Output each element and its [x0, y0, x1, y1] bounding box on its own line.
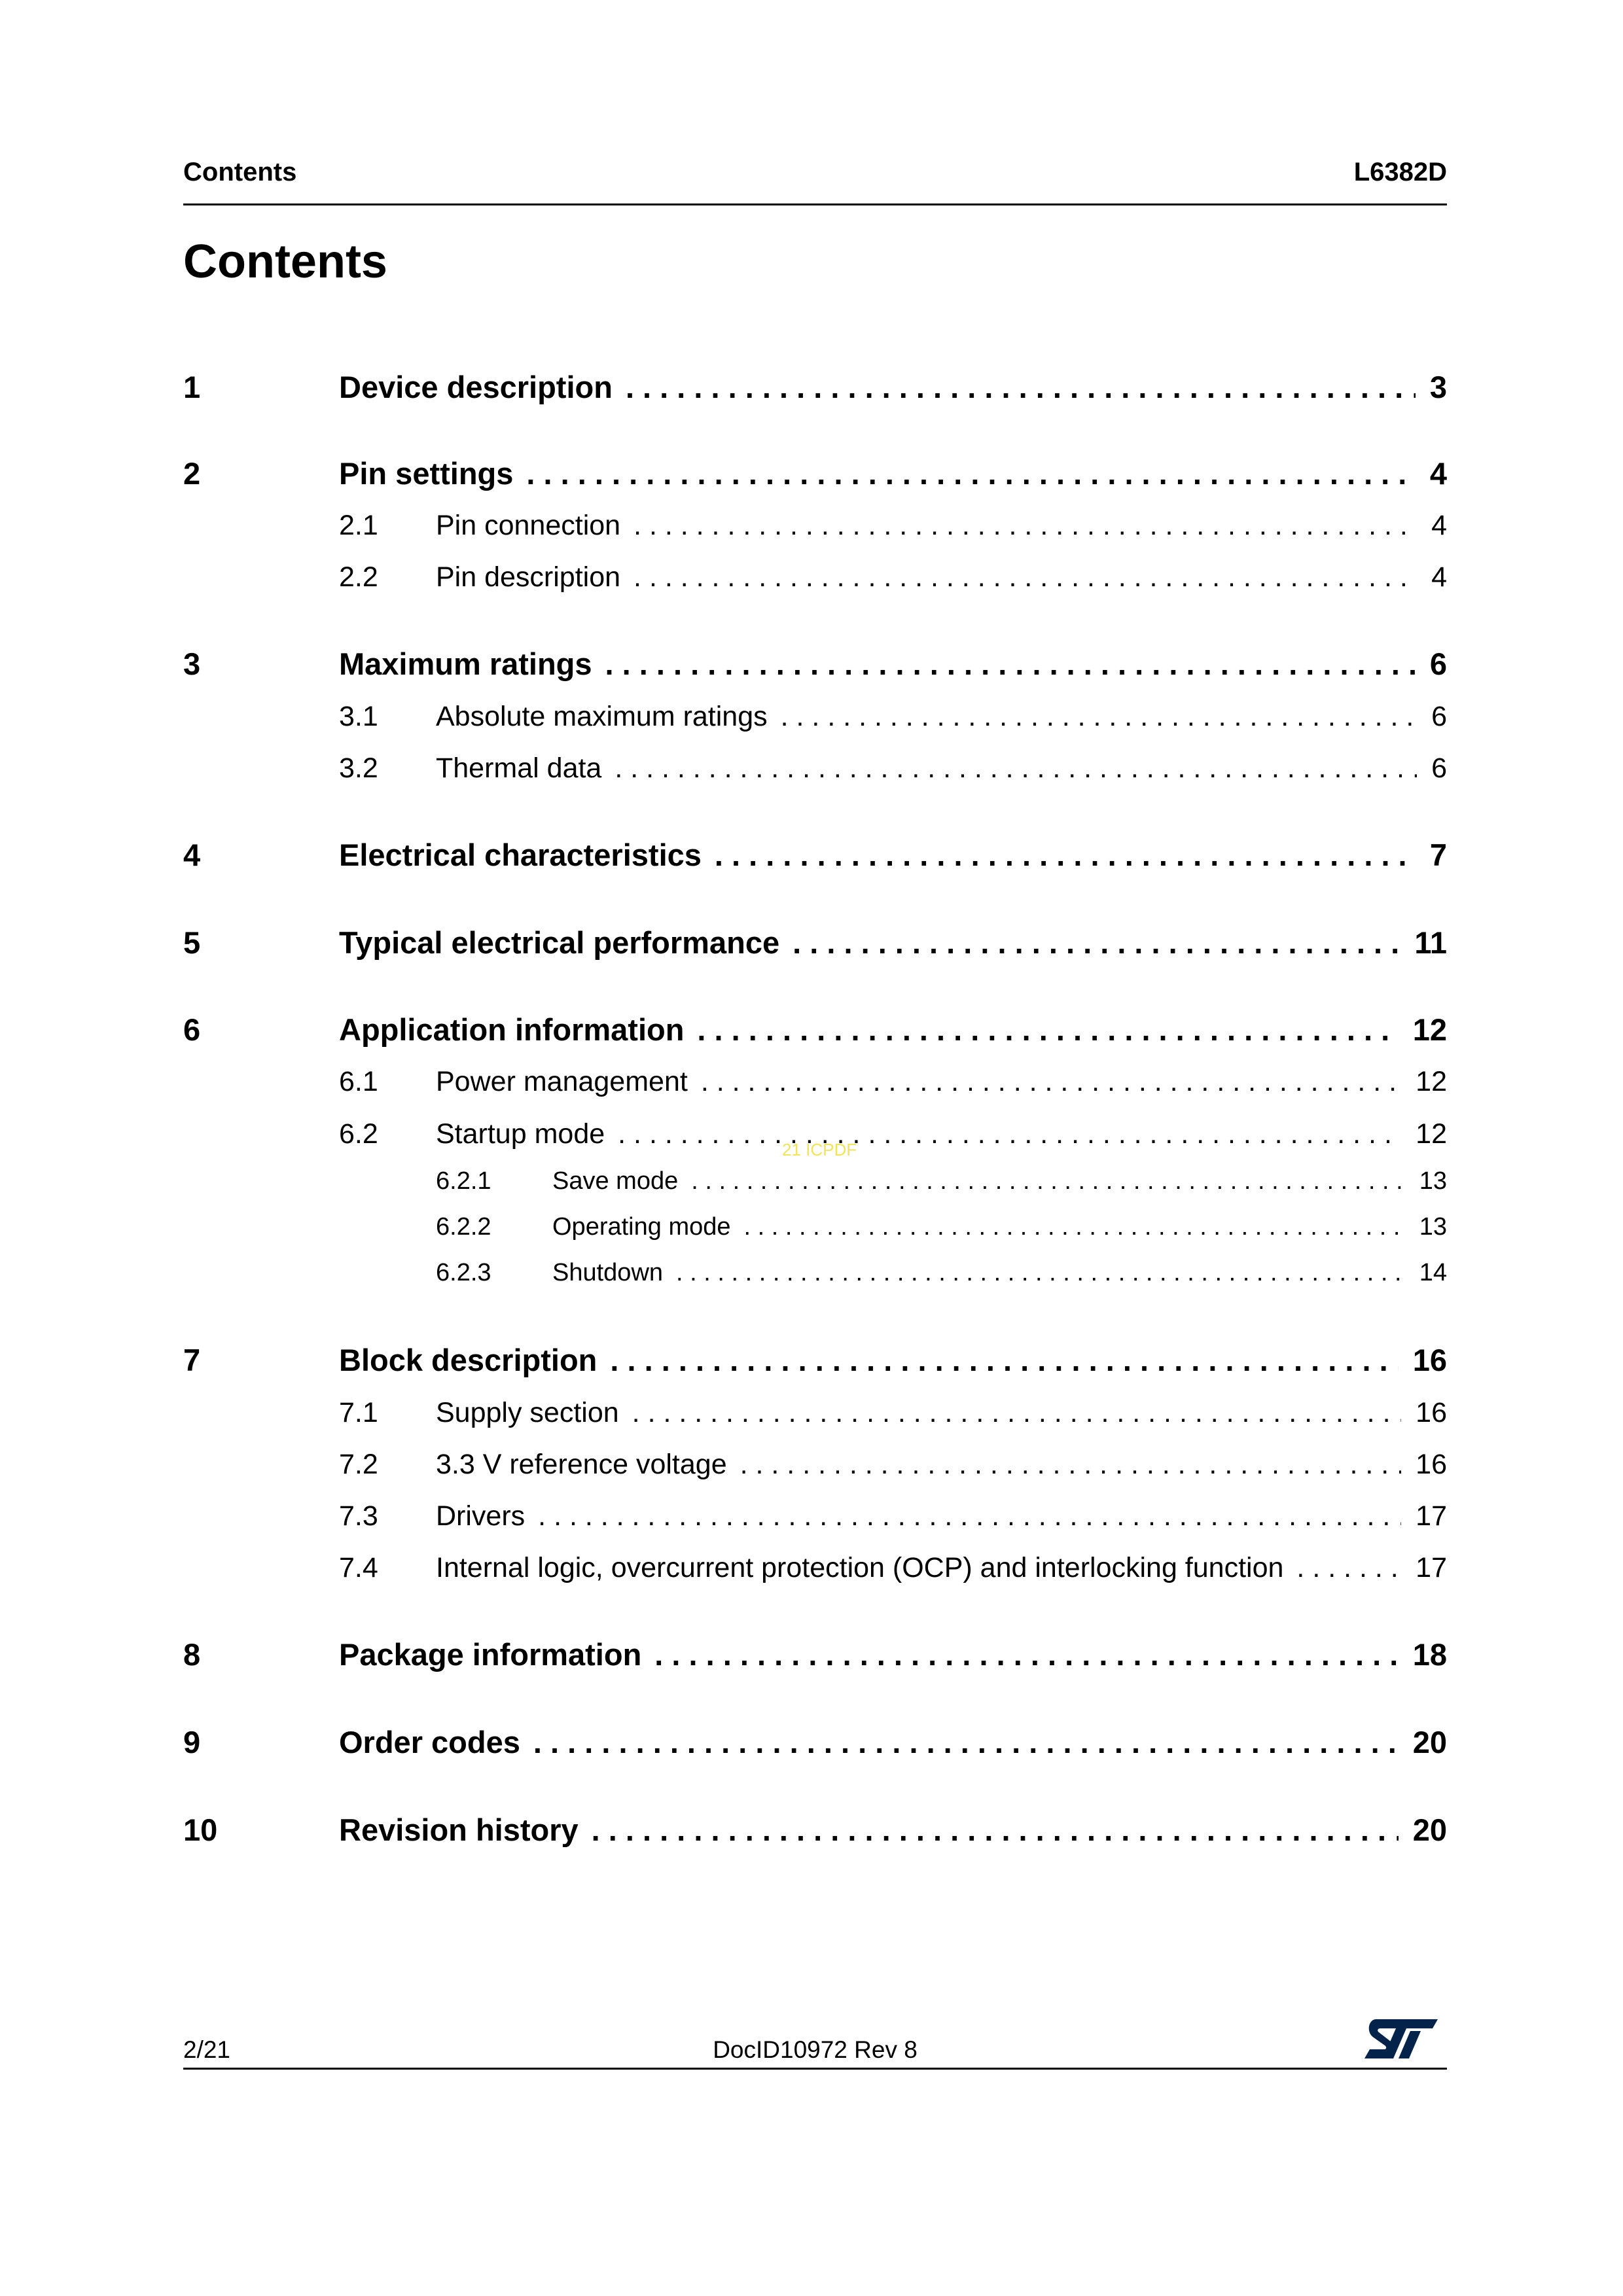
- toc-page: 16: [1412, 1342, 1447, 1377]
- toc-entry[interactable]: [183, 504, 1447, 546]
- toc-number: 6.1: [339, 1065, 378, 1097]
- toc-title: Operating mode: [552, 1212, 731, 1241]
- toc-page: 20: [1412, 1724, 1447, 1759]
- toc-title: Supply section: [436, 1396, 619, 1428]
- toc-title: Device description: [339, 369, 613, 404]
- toc-leader: [533, 1724, 1399, 1760]
- toc-page: 13: [1419, 1167, 1447, 1195]
- toc-leader: [605, 646, 1416, 682]
- toc-title: Application information: [339, 1012, 685, 1047]
- toc-entry[interactable]: [183, 1809, 1447, 1850]
- toc-title: 3.3 V reference voltage: [436, 1448, 727, 1480]
- toc-title: Thermal data: [436, 752, 602, 784]
- toc-page: 12: [1416, 1065, 1447, 1097]
- toc-leader: [701, 1066, 1401, 1098]
- toc-page: 16: [1416, 1396, 1447, 1428]
- toc-leader: [715, 837, 1416, 873]
- toc-leader: [740, 1449, 1402, 1481]
- toc-title: Electrical characteristics: [339, 837, 702, 872]
- toc-number: 9: [183, 1724, 201, 1759]
- toc-leader: [592, 1812, 1399, 1848]
- toc-entry[interactable]: [183, 1392, 1447, 1434]
- toc-leader: [1296, 1552, 1401, 1584]
- footer-page-number: 2/21: [183, 2036, 231, 2063]
- toc-page: 6: [1429, 646, 1447, 681]
- toc-number: 10: [183, 1812, 218, 1847]
- toc-entry[interactable]: [183, 1547, 1447, 1589]
- toc-entry[interactable]: [183, 1209, 1447, 1245]
- toc-leader: [654, 1636, 1398, 1672]
- toc-page: 16: [1416, 1448, 1447, 1480]
- st-logo-icon: [1362, 2018, 1439, 2060]
- toc-entry[interactable]: [183, 696, 1447, 737]
- toc-number: 1: [183, 369, 201, 404]
- toc-entry[interactable]: [183, 921, 1447, 963]
- toc-page: 17: [1416, 1500, 1447, 1532]
- toc-leader: [744, 1213, 1405, 1241]
- toc-entry[interactable]: [183, 1443, 1447, 1485]
- toc-page: 6: [1431, 700, 1447, 732]
- toc-title: Startup mode: [436, 1118, 605, 1150]
- toc-title: Save mode: [552, 1167, 679, 1195]
- toc-number: 6.2.2: [436, 1212, 491, 1241]
- toc-entry[interactable]: [183, 1721, 1447, 1763]
- toc-number: 7.4: [339, 1551, 378, 1583]
- toc-leader: [676, 1259, 1405, 1287]
- toc-page: 6: [1431, 752, 1447, 784]
- header-section-label: Contents: [183, 158, 297, 186]
- toc-title: Pin description: [436, 561, 621, 593]
- toc-leader: [793, 925, 1400, 961]
- toc-title: Maximum ratings: [339, 646, 592, 681]
- toc-title: Pin connection: [436, 509, 621, 541]
- toc-entry[interactable]: [183, 1495, 1447, 1537]
- toc-leader: [526, 455, 1415, 491]
- toc-page: 13: [1419, 1212, 1447, 1241]
- toc-leader: [626, 369, 1416, 405]
- footer-doc-id: DocID10972 Rev 8: [713, 2036, 918, 2063]
- toc-entry[interactable]: [183, 1163, 1447, 1199]
- toc-title: Internal logic, overcurrent protection (OCP) and interlocking function: [436, 1551, 1284, 1583]
- toc-page: 7: [1429, 837, 1447, 872]
- header-part-number: L6382D: [1353, 158, 1447, 186]
- toc-entry[interactable]: [183, 834, 1447, 875]
- toc-number: 7.1: [339, 1396, 378, 1428]
- toc-page: 12: [1412, 1012, 1447, 1047]
- toc-leader: [615, 752, 1417, 785]
- toc-entry[interactable]: [183, 1061, 1447, 1103]
- toc-leader: [633, 561, 1417, 593]
- toc-title: Power management: [436, 1065, 688, 1097]
- toc-number: 7.3: [339, 1500, 378, 1532]
- toc-number: 2.2: [339, 561, 378, 593]
- toc-leader: [781, 701, 1417, 733]
- toc-title: Drivers: [436, 1500, 526, 1532]
- running-header: [183, 158, 1447, 205]
- toc-number: 3: [183, 646, 201, 681]
- toc-leader: [618, 1118, 1401, 1150]
- toc-page: 18: [1412, 1636, 1447, 1672]
- toc-number: 3.1: [339, 700, 378, 732]
- toc-number: 6: [183, 1012, 201, 1047]
- toc-title: Order codes: [339, 1724, 520, 1759]
- toc-entry[interactable]: [183, 643, 1447, 684]
- toc-number: 6.2.1: [436, 1167, 491, 1195]
- toc-title: Shutdown: [552, 1258, 664, 1286]
- toc-entry[interactable]: [183, 1339, 1447, 1381]
- toc-leader: [632, 1397, 1401, 1429]
- toc-page: 17: [1416, 1551, 1447, 1583]
- toc-title: Revision history: [339, 1812, 579, 1847]
- page-title: Contents: [183, 236, 387, 288]
- toc-entry[interactable]: [183, 366, 1447, 408]
- toc-entry[interactable]: [183, 452, 1447, 494]
- toc-number: 3.2: [339, 752, 378, 784]
- toc-title: Absolute maximum ratings: [436, 700, 768, 732]
- running-footer: [183, 2027, 1447, 2070]
- toc-entry[interactable]: [183, 556, 1447, 598]
- toc-number: 8: [183, 1636, 201, 1672]
- toc-leader: [538, 1500, 1401, 1532]
- toc-number: 7: [183, 1342, 201, 1377]
- toc-page: 20: [1412, 1812, 1447, 1847]
- toc-title: Package information: [339, 1636, 642, 1672]
- toc-entry[interactable]: [183, 747, 1447, 789]
- toc-number: 6.2.3: [436, 1258, 491, 1286]
- toc-number: 4: [183, 837, 201, 872]
- toc-page: 11: [1414, 925, 1447, 960]
- toc-entry[interactable]: [183, 1254, 1447, 1291]
- toc-leader: [691, 1167, 1404, 1195]
- toc-leader: [697, 1012, 1398, 1048]
- toc-page: 12: [1416, 1118, 1447, 1150]
- toc-page: 4: [1431, 561, 1447, 593]
- toc-title: Block description: [339, 1342, 597, 1377]
- toc-number: 5: [183, 925, 201, 960]
- toc-page: 4: [1429, 455, 1447, 491]
- toc-leader: [633, 510, 1417, 542]
- toc-title: Typical electrical performance: [339, 925, 780, 960]
- watermark: 21 ICPDF: [782, 1140, 857, 1159]
- toc-entry[interactable]: [183, 1008, 1447, 1050]
- toc-leader: [610, 1342, 1398, 1378]
- toc-number: 6.2: [339, 1118, 378, 1150]
- toc-page: 14: [1419, 1258, 1447, 1286]
- toc-title: Pin settings: [339, 455, 514, 491]
- toc-page: 4: [1431, 509, 1447, 541]
- toc-number: 2.1: [339, 509, 378, 541]
- toc-entry[interactable]: [183, 1633, 1447, 1675]
- toc-number: 7.2: [339, 1448, 378, 1480]
- toc-number: 2: [183, 455, 201, 491]
- toc-page: 3: [1429, 369, 1447, 404]
